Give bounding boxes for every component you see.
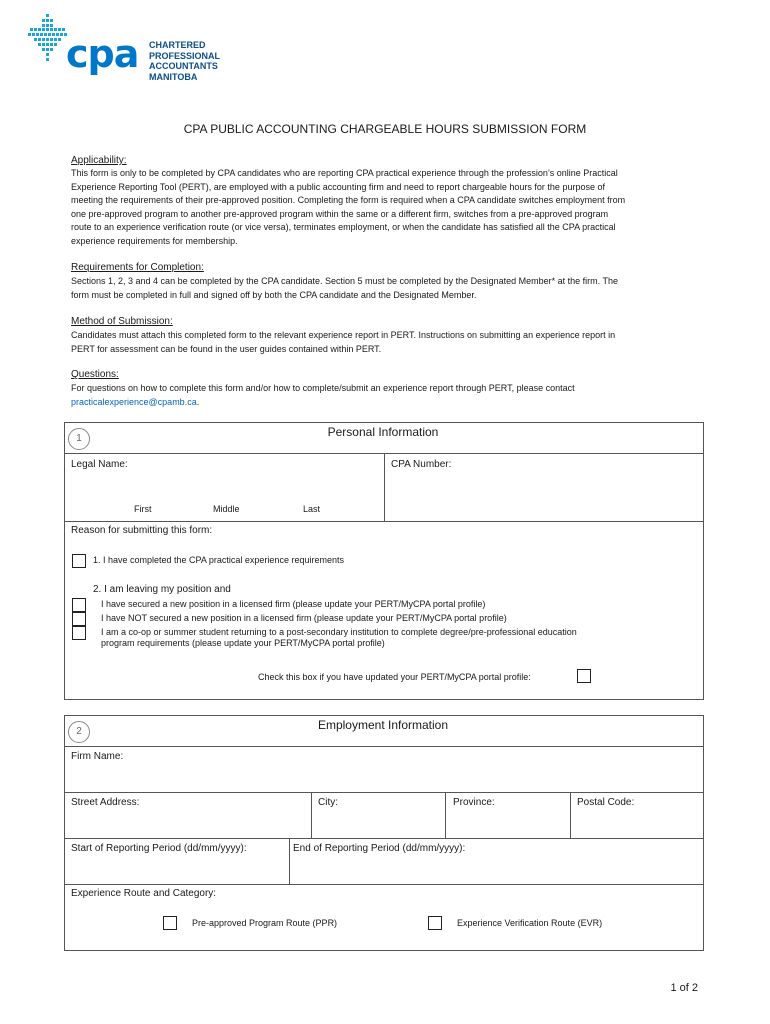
cpa-number-input[interactable]: [388, 472, 698, 518]
evr-checkbox[interactable]: [428, 916, 442, 930]
reason-label: Reason for submitting this form:: [71, 525, 213, 536]
option2b-checkbox[interactable]: [72, 612, 86, 626]
portal-updated-checkbox[interactable]: [577, 669, 591, 683]
divider: [65, 884, 703, 885]
option2b-label: I have NOT secured a new position in a licensed firm (please update your PERT/MyCPA portal profile): [101, 613, 507, 623]
province-label: Province:: [453, 797, 495, 808]
street-address-label: Street Address:: [71, 797, 140, 808]
applicability-heading: Applicability:: [71, 155, 127, 166]
start-period-input[interactable]: [66, 856, 286, 882]
contact-email-link[interactable]: practicalexperience@cpamb.ca: [71, 396, 197, 407]
portal-check-label: Check this box if you have updated your PERT/MyCPA portal profile:: [258, 672, 531, 682]
option1-label: 1. I have completed the CPA practical experience requirements: [93, 555, 344, 565]
page-number: 1 of 2: [670, 982, 698, 994]
logo-text: CHARTERED PROFESSIONAL ACCOUNTANTS MANITOBA: [149, 40, 221, 82]
personal-info-title: Personal Information: [327, 425, 439, 439]
last-name-caption: Last: [303, 504, 321, 514]
ppr-checkbox[interactable]: [163, 916, 177, 930]
section-number-1: 1: [68, 428, 90, 450]
requirements-text: Sections 1, 2, 3 and 4 can be completed by the CPA candidate. Section 5 must be completed by the Designated Member* at the firm. The form must be completed in full and signed off by both the CPA candidate and the Designated Member.: [71, 276, 618, 300]
applicability-text: This form is only to be completed by CPA candidates who are reporting CPA practical experience through the profession’s online Practical Experience Reporting Tool (PERT), are employed with a public accounting firm and need to report chargeable hours for the purpose of meeting the requirements of their pre-approved position. Completing the form is required when a CPA candidate switches employment from one pre-approved program to another pre-approved program within the same or a different firm, switches from a pre-approved program route to an experience verification route (or vice versa), terminates employment, or when the candidate has satisfied all the CPA practical experience requirements for membership.: [71, 168, 626, 246]
firm-name-label: Firm Name:: [71, 751, 124, 762]
option2c-checkbox[interactable]: [72, 626, 86, 640]
method-text: Candidates must attach this completed form to the relevant experience report in PERT. Instructions on submitting an experience report in PERT for assessment can be found in the user guides contained within PERT.: [71, 330, 616, 354]
questions-text: For questions on how to complete this form and/or how to complete/submit an experience report through PERT, please contact practicalexperience@cpamb.ca.: [71, 383, 575, 407]
middle-name-caption: Middle: [213, 504, 240, 514]
start-period-label: Start of Reporting Period (dd/mm/yyyy):: [71, 843, 247, 854]
evr-label: Experience Verification Route (EVR): [457, 918, 603, 928]
legal-name-label: Legal Name:: [71, 459, 128, 470]
option1-checkbox[interactable]: [72, 554, 86, 568]
province-input[interactable]: [448, 810, 566, 836]
maple-leaf-icon: [28, 14, 68, 62]
option2a-label: I have secured a new position in a licensed firm (please update your PERT/MyCPA portal profile): [101, 599, 486, 609]
questions-heading: Questions:: [71, 369, 119, 380]
divider: [289, 838, 290, 885]
divider: [570, 792, 571, 838]
firm-name-input[interactable]: [66, 764, 700, 790]
section-number-2: 2: [68, 721, 90, 743]
method-heading: Method of Submission:: [71, 316, 173, 327]
end-period-label: End of Reporting Period (dd/mm/yyyy):: [293, 843, 466, 854]
postal-code-label: Postal Code:: [577, 797, 635, 808]
divider: [384, 453, 385, 522]
city-input[interactable]: [314, 810, 442, 836]
divider: [445, 792, 446, 838]
divider: [311, 792, 312, 838]
postal-code-input[interactable]: [573, 810, 699, 836]
legal-name-input[interactable]: [66, 472, 382, 502]
divider: [65, 521, 703, 522]
requirements-heading: Requirements for Completion:: [71, 262, 204, 273]
divider: [65, 746, 703, 747]
option2c-label: I am a co-op or summer student returning to a post-secondary institution to complete degree/pre-professional education program requirements (please update your PERT/MyCPA portal profile): [101, 627, 577, 648]
ppr-label: Pre-approved Program Route (PPR): [192, 918, 338, 928]
first-name-caption: First: [134, 504, 152, 514]
street-address-input[interactable]: [66, 810, 308, 836]
cpa-wordmark: cpa: [66, 32, 139, 76]
option2a-checkbox[interactable]: [72, 598, 86, 612]
route-label: Experience Route and Category:: [71, 888, 217, 899]
employment-info-title: Employment Information: [317, 718, 449, 732]
divider: [65, 792, 703, 793]
city-label: City:: [318, 797, 338, 808]
cpa-number-label: CPA Number:: [391, 459, 452, 470]
divider: [65, 838, 703, 839]
option2-heading: 2. I am leaving my position and: [93, 584, 231, 595]
form-title: CPA PUBLIC ACCOUNTING CHARGEABLE HOURS SUBMISSION FORM: [183, 122, 587, 136]
end-period-input[interactable]: [292, 856, 699, 882]
